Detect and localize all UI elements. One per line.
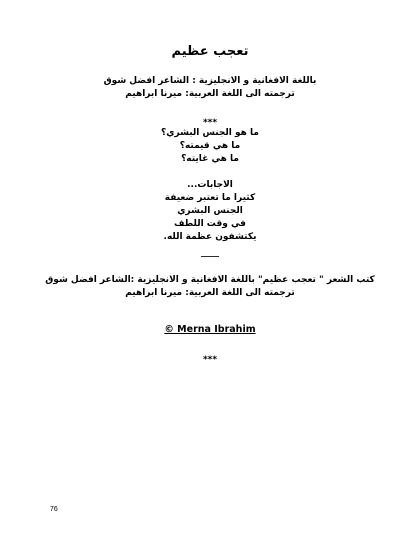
section-divider-stars: ***: [202, 118, 218, 128]
closing-stars: ***: [202, 355, 218, 365]
answer-line: في وقت اللطف: [174, 219, 246, 229]
question-line: ما هو الجنس البشري؟: [161, 128, 259, 138]
footer-translator-line: ترجمته الى اللغة العربية: ميرنا ابراهيم: [125, 288, 295, 298]
intro-author-line: باللغة الافغانية و الانجليزية : الشاعر افضل شوق: [103, 76, 317, 86]
answer-line: يكتشفون عظمة الله.: [163, 232, 257, 242]
answers-stanza: [40, 179, 380, 244]
intro-credits: [40, 75, 380, 101]
copyright-notice: © Merna Ibrahim: [164, 324, 256, 335]
page-number: 76: [50, 506, 58, 513]
answer-line: الجنس البشري: [177, 206, 243, 216]
separator-line: ____: [201, 248, 219, 258]
footer-author-line: كتب الشعر " تعجب عظيم" باللغة الافغانية و الانجليزية :الشاعر افضل شوق: [45, 275, 375, 285]
question-line: ما هي قيمته؟: [179, 141, 241, 151]
poem-title: تعجب عظيم: [171, 44, 249, 59]
questions-stanza: [40, 127, 380, 166]
footer-credits: [40, 274, 380, 300]
question-line: ما هي غايته؟: [181, 154, 239, 164]
answer-line: الاجابات...: [187, 180, 233, 190]
answer-line: كثيرا ما تعتبر ضعيفة: [164, 193, 256, 203]
intro-translator-line: ترجمته الى اللغة العربية: ميرنا ابراهيم: [125, 89, 295, 99]
